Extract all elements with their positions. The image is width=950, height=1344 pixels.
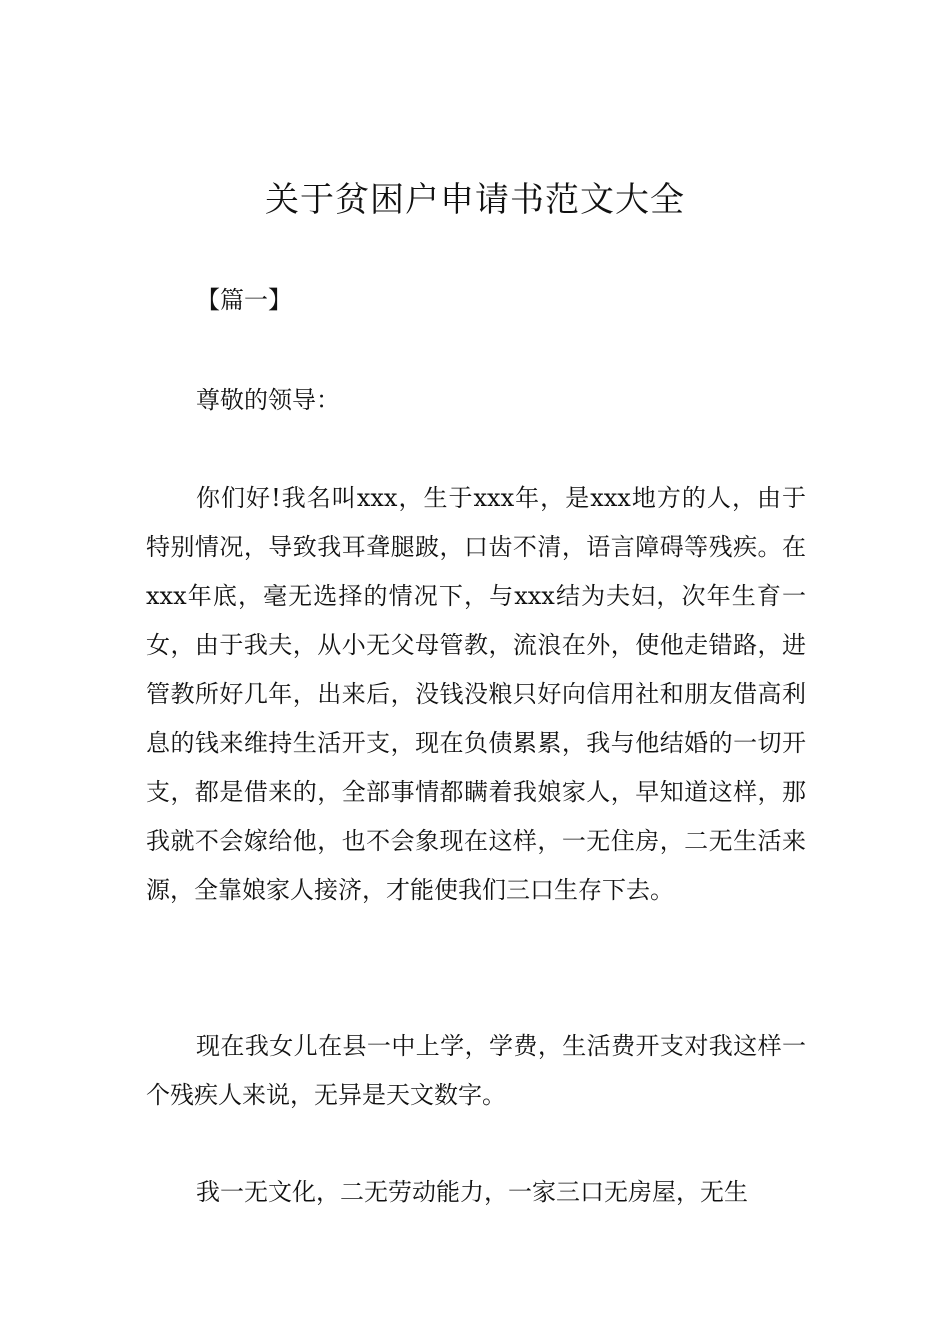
greeting-line: 尊敬的领导： <box>196 386 340 414</box>
body-paragraph: 你们好!我名叫xxx，生于xxx年，是xxx地方的人，由于特别情况，导致我耳聋腿跛，口齿不清，语言障碍等残疾。在xxx年底，毫无选择的情况下，与xxx结为夫妇，次年生育一女，由于我夫，从小无父母管教，流浪在外，使他走错路，进管教所好几年，出来后，没钱没粮只好向信用社和朋友借高利息的钱来维持生活开支，现在负债累累，我与他结婚的一切开支，都是借来的，全部事情都瞒着我娘家人，早知道这样，那我就不会嫁给他，也不会象现在这样，一无住房，二无生活来源，全靠娘家人接济，才能使我们三口生存下去。 <box>146 484 806 904</box>
document-title: 关于贫困户申请书范文大全 <box>265 180 685 220</box>
body-paragraph: 现在我女儿在县一中上学，学费，生活费开支对我这样一个残疾人来说，无异是天文数字。 <box>146 1032 806 1109</box>
body-paragraph: 我一无文化，二无劳动能力，一家三口无房屋，无生 <box>196 1178 748 1206</box>
section-label: 【篇一】 <box>196 286 292 314</box>
